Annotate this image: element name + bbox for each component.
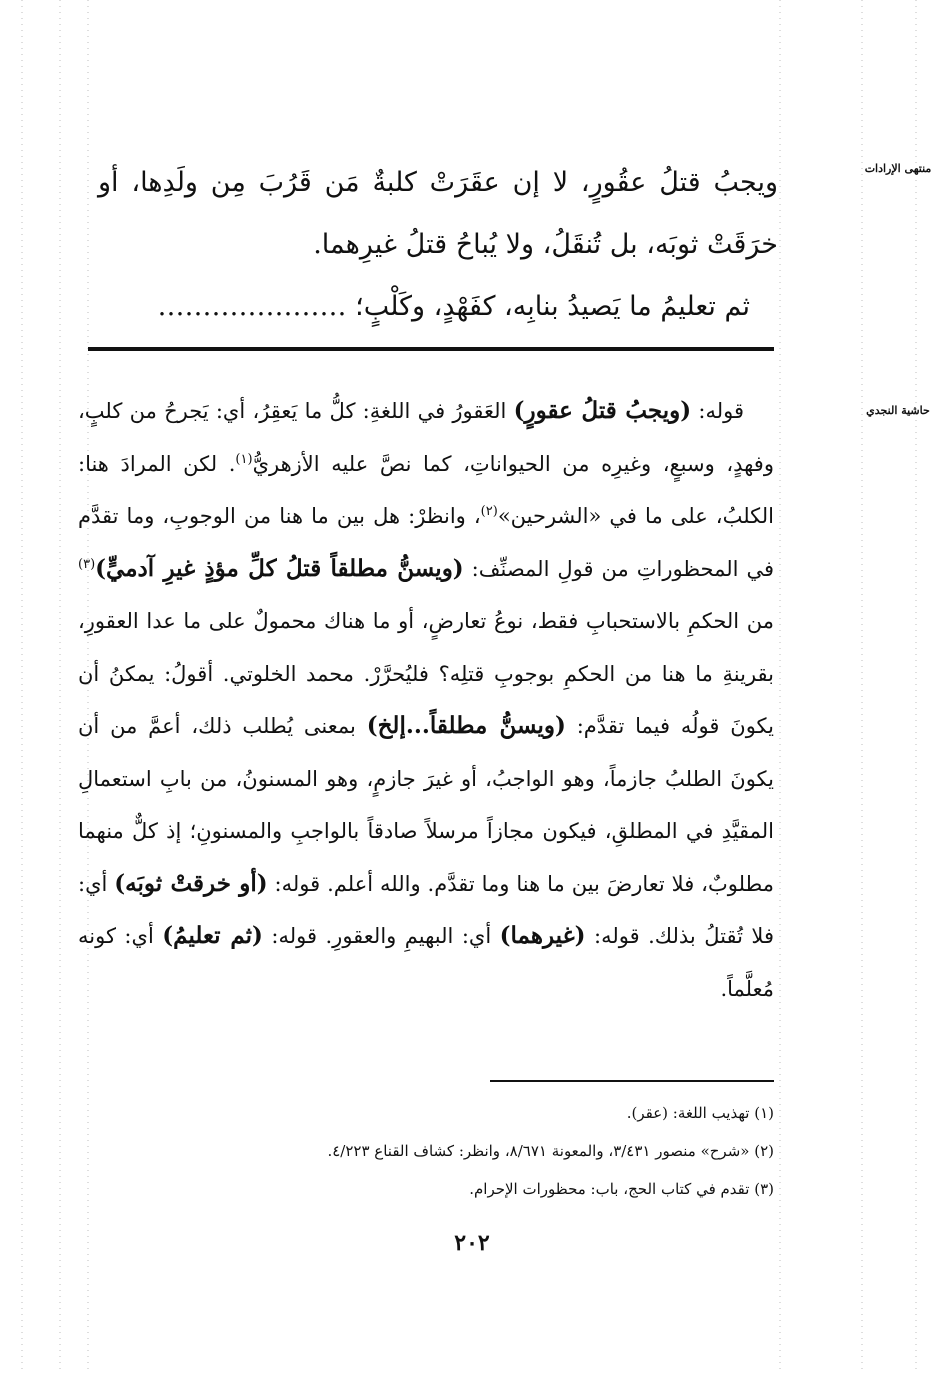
commentary-text: . لكن المرادَ هنا: الكلبُ، على ما في «الشرحين» <box>78 451 774 528</box>
commentary-text: أي: البهيمِ والعقورِ. قوله: <box>262 924 500 948</box>
hashiya-text <box>78 385 774 1015</box>
footnote-2: (٢) «شرح» منصور ٣/٤٣١، والمعونة ٨/٦٧١، وانظر: كشاف القناع ٤/٢٢٣. <box>327 1142 774 1160</box>
matn-text <box>98 152 778 338</box>
matn-dots: ………………… <box>157 291 347 322</box>
commentary-text: أي: فلا تُقتلُ بذلك. قوله: <box>78 871 774 948</box>
commentary-text: ، وانظرْ: هل بين ما هنا من الوجوبِ، وما تقدَّم في المحظوراتِ من قولِ المصنِّف: <box>78 504 774 581</box>
hashiya-paragraph <box>78 385 774 1015</box>
quoted-phrase: (أو خرقتْ ثوبَه) <box>114 869 268 897</box>
footnotes-rule <box>490 1080 774 1082</box>
separator-rule <box>88 347 774 351</box>
page-number: ٢٠٢ <box>454 1230 490 1256</box>
commentary-text: بمعنى يُطلب ذلك، أعمَّ من أن يكونَ الطلبُ جازماً، وهو الواجبُ، أو غيرَ جازمٍ، وهو المسنونُ، من بابِ استعمالِ المقيَّدِ في المطلقِ، فيكون مجازاً مرسلاً صادقاً بالواجبِ والمسنونِ؛ إذ كلٌّ منهما مطلوبٌ، فلا تعارضَ بين ما هنا وما تقدَّم. والله أعلم. قوله: <box>78 714 774 896</box>
matn-paragraph-1: ويجبُ قتلُ عقُورٍ، لا إن عقَرَتْ كلبةٌ مَن قَرُبَ مِن ولَدِها، أو خرَقَتْ ثوبَه، بل تُنقَلُ، ولا يُباحُ قتلُ غيرِهما. <box>98 167 778 260</box>
hashiya-side-label: حاشية النجدي <box>866 404 930 417</box>
footnote-ref: (٣) <box>78 556 96 572</box>
footnotes <box>150 1094 774 1208</box>
commentary-text: أي: كونه مُعلَّماً. <box>78 924 774 1001</box>
commentary-emphasis: أقولُ: يمكنُ أن يكونَ قولُه فيما تقدَّم: <box>78 661 774 738</box>
quoted-phrase: (ويسنُّ مطلقاً قتلُ كلِّ مؤذٍ غيرِ آدميٍّ) <box>95 554 464 582</box>
matn-line-2: ثم تعليمُ ما يَصيدُ بنابِه، كفَهْدٍ، وكَلْبٍ؛ <box>355 291 750 322</box>
quoted-phrase: (ثم تعليمُ) <box>162 922 263 949</box>
commentary-text: من الحكمِ بالاستحبابِ فقط، نوعُ تعارضٍ، أو ما هناك محمولٌ على ما عدا العقورِ، بقرينةِ ما هنا من الحكمِ بوجوبِ قتلِه؟ فليُحرَّرْ. محمد الخلوتي. <box>78 609 775 686</box>
quoted-phrase: (غيرهما) <box>499 922 586 949</box>
commentary-text: العَقورُ في اللغةِ: كلُّ ما يَعقِرُ، أي: يَجرحُ من كلبٍ، وفهدٍ، وسبعٍ، وغيرِه من الحيواناتِ، كما نصَّ عليه الأزهريُّ <box>78 399 774 476</box>
quoted-phrase: (ويسنُّ مطلقاً...إلخ) <box>366 712 566 739</box>
quoted-phrase: (ويجبُ قتلُ عقورٍ) <box>513 397 692 424</box>
footnote-3: (٣) تقدم في كتاب الحج، باب: محظورات الإحرام. <box>469 1180 774 1198</box>
footnote-1: (١) تهذيب اللغة: (عقر). <box>626 1104 774 1122</box>
matn-paragraph-2 <box>98 276 778 338</box>
matn-side-label: منتهى الإرادات <box>864 162 932 175</box>
footnote-ref: (٢) <box>480 504 498 519</box>
footnote-ref: (١) <box>235 451 253 467</box>
quote-lead: قوله: <box>691 399 745 423</box>
